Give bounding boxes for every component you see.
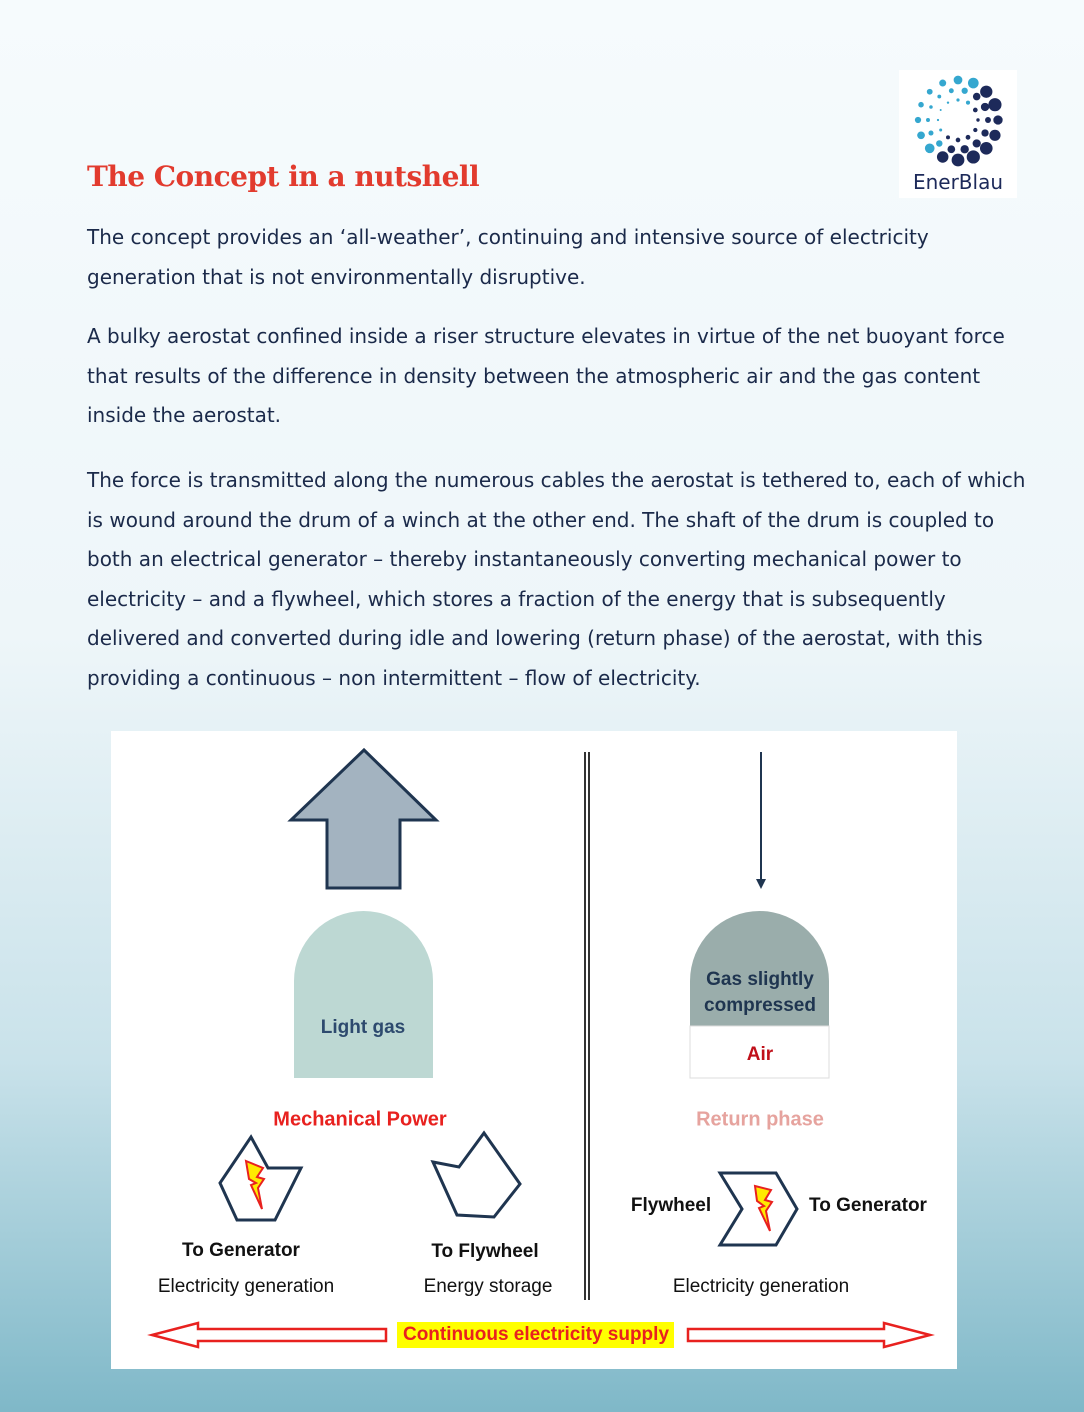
up-arrow: [291, 750, 436, 888]
light-gas-aerostat: [294, 911, 433, 1078]
logo-dot: [980, 142, 993, 155]
logo-dot: [981, 103, 989, 111]
logo-dot: [973, 93, 981, 101]
left-arrow: [152, 1323, 386, 1347]
logo-dot: [937, 151, 948, 162]
logo-dot: [960, 145, 968, 153]
logo-dot: [937, 95, 941, 99]
right-arrow: [688, 1323, 930, 1347]
logo-dot: [966, 135, 971, 140]
logo-dot: [947, 145, 955, 153]
logo-dot: [956, 98, 959, 101]
logo-dot: [939, 128, 942, 131]
logo-dot: [939, 80, 946, 87]
logo-dot: [976, 118, 979, 121]
logo-text: EnerBlau: [912, 170, 1004, 194]
logo-dot: [918, 102, 924, 108]
logo-dot: [993, 115, 1002, 124]
enerblau-logo: [899, 70, 1017, 198]
logo-dot: [962, 88, 968, 94]
electricity-generation-label: Electricity generation: [157, 1276, 335, 1297]
logo-dot: [949, 88, 954, 93]
logo-dots-icon: [899, 70, 1017, 170]
logo-dot: [988, 98, 1001, 111]
logo-dot: [925, 143, 935, 153]
logo-dot: [989, 130, 1000, 141]
mechanical-power-label: Mechanical Power: [273, 1108, 447, 1131]
logo-dot: [936, 140, 942, 146]
to-flywheel-label: To Flywheel: [431, 1241, 539, 1262]
logo-dot: [973, 128, 977, 132]
logo-dot: [937, 119, 939, 121]
return-phase-label: Return phase: [696, 1108, 824, 1131]
light-gas-label: Light gas: [320, 1017, 406, 1038]
flywheel-label: Flywheel: [630, 1195, 712, 1216]
paragraph-1: The concept provides an ‘all-weather’, continuing and intensive source of electricity generation that is not environmentally disruptive.: [87, 225, 929, 289]
to-generator-right-label: To Generator: [809, 1195, 927, 1216]
paragraph-2: A bulky aerostat confined inside a riser structure elevates in virtue of the net buoyant force that results of the difference in density between the atmospheric air and the gas content inside the aerostat.: [87, 324, 1005, 427]
logo-dot: [985, 117, 991, 123]
gas-compressed-label: Gas slightly compressed: [704, 969, 816, 1016]
logo-dot: [954, 76, 963, 85]
electricity-generation-right-label: Electricity generation: [672, 1276, 850, 1297]
logo-dot: [946, 135, 950, 139]
logo-dot: [966, 101, 970, 105]
concept-diagram: [111, 731, 957, 1369]
page-title: The Concept in a nutshell: [87, 160, 480, 193]
flywheel-shape: [433, 1133, 520, 1217]
continuous-supply-label: Continuous electricity supply: [402, 1324, 670, 1345]
down-arrow-head: [756, 879, 766, 889]
logo-dot: [927, 89, 933, 95]
logo-dot: [940, 109, 942, 111]
logo-dot: [915, 117, 921, 123]
logo-dot: [981, 129, 988, 136]
logo-dot: [968, 78, 979, 89]
logo-dot: [929, 105, 933, 109]
logo-dot: [956, 138, 961, 143]
logo-dot: [952, 154, 965, 167]
paragraph-3: The force is transmitted along the numerous cables the aerostat is tethered to, each of which is wound around the drum of a winch at the other end. The shaft of the drum is coupled to both an electrical generator – thereby instantaneously converting mechanical power to electricity – and a flywheel, which stores a fraction of the energy that is subsequently delivered and converted during idle and lowering (return phase) of the aerostat, with this providing a continuous – non intermittent – flow of electricity.: [87, 468, 1026, 690]
logo-dot: [973, 139, 981, 147]
logo-dot: [947, 101, 949, 103]
logo-dot: [928, 130, 933, 135]
energy-storage-label: Energy storage: [423, 1276, 553, 1297]
air-label: Air: [746, 1044, 774, 1065]
logo-dot: [980, 86, 992, 98]
logo-dot: [917, 131, 925, 139]
logo-dot: [967, 150, 980, 163]
logo-dot: [973, 108, 978, 113]
logo-dot: [926, 118, 930, 122]
to-generator-label: To Generator: [182, 1240, 300, 1261]
